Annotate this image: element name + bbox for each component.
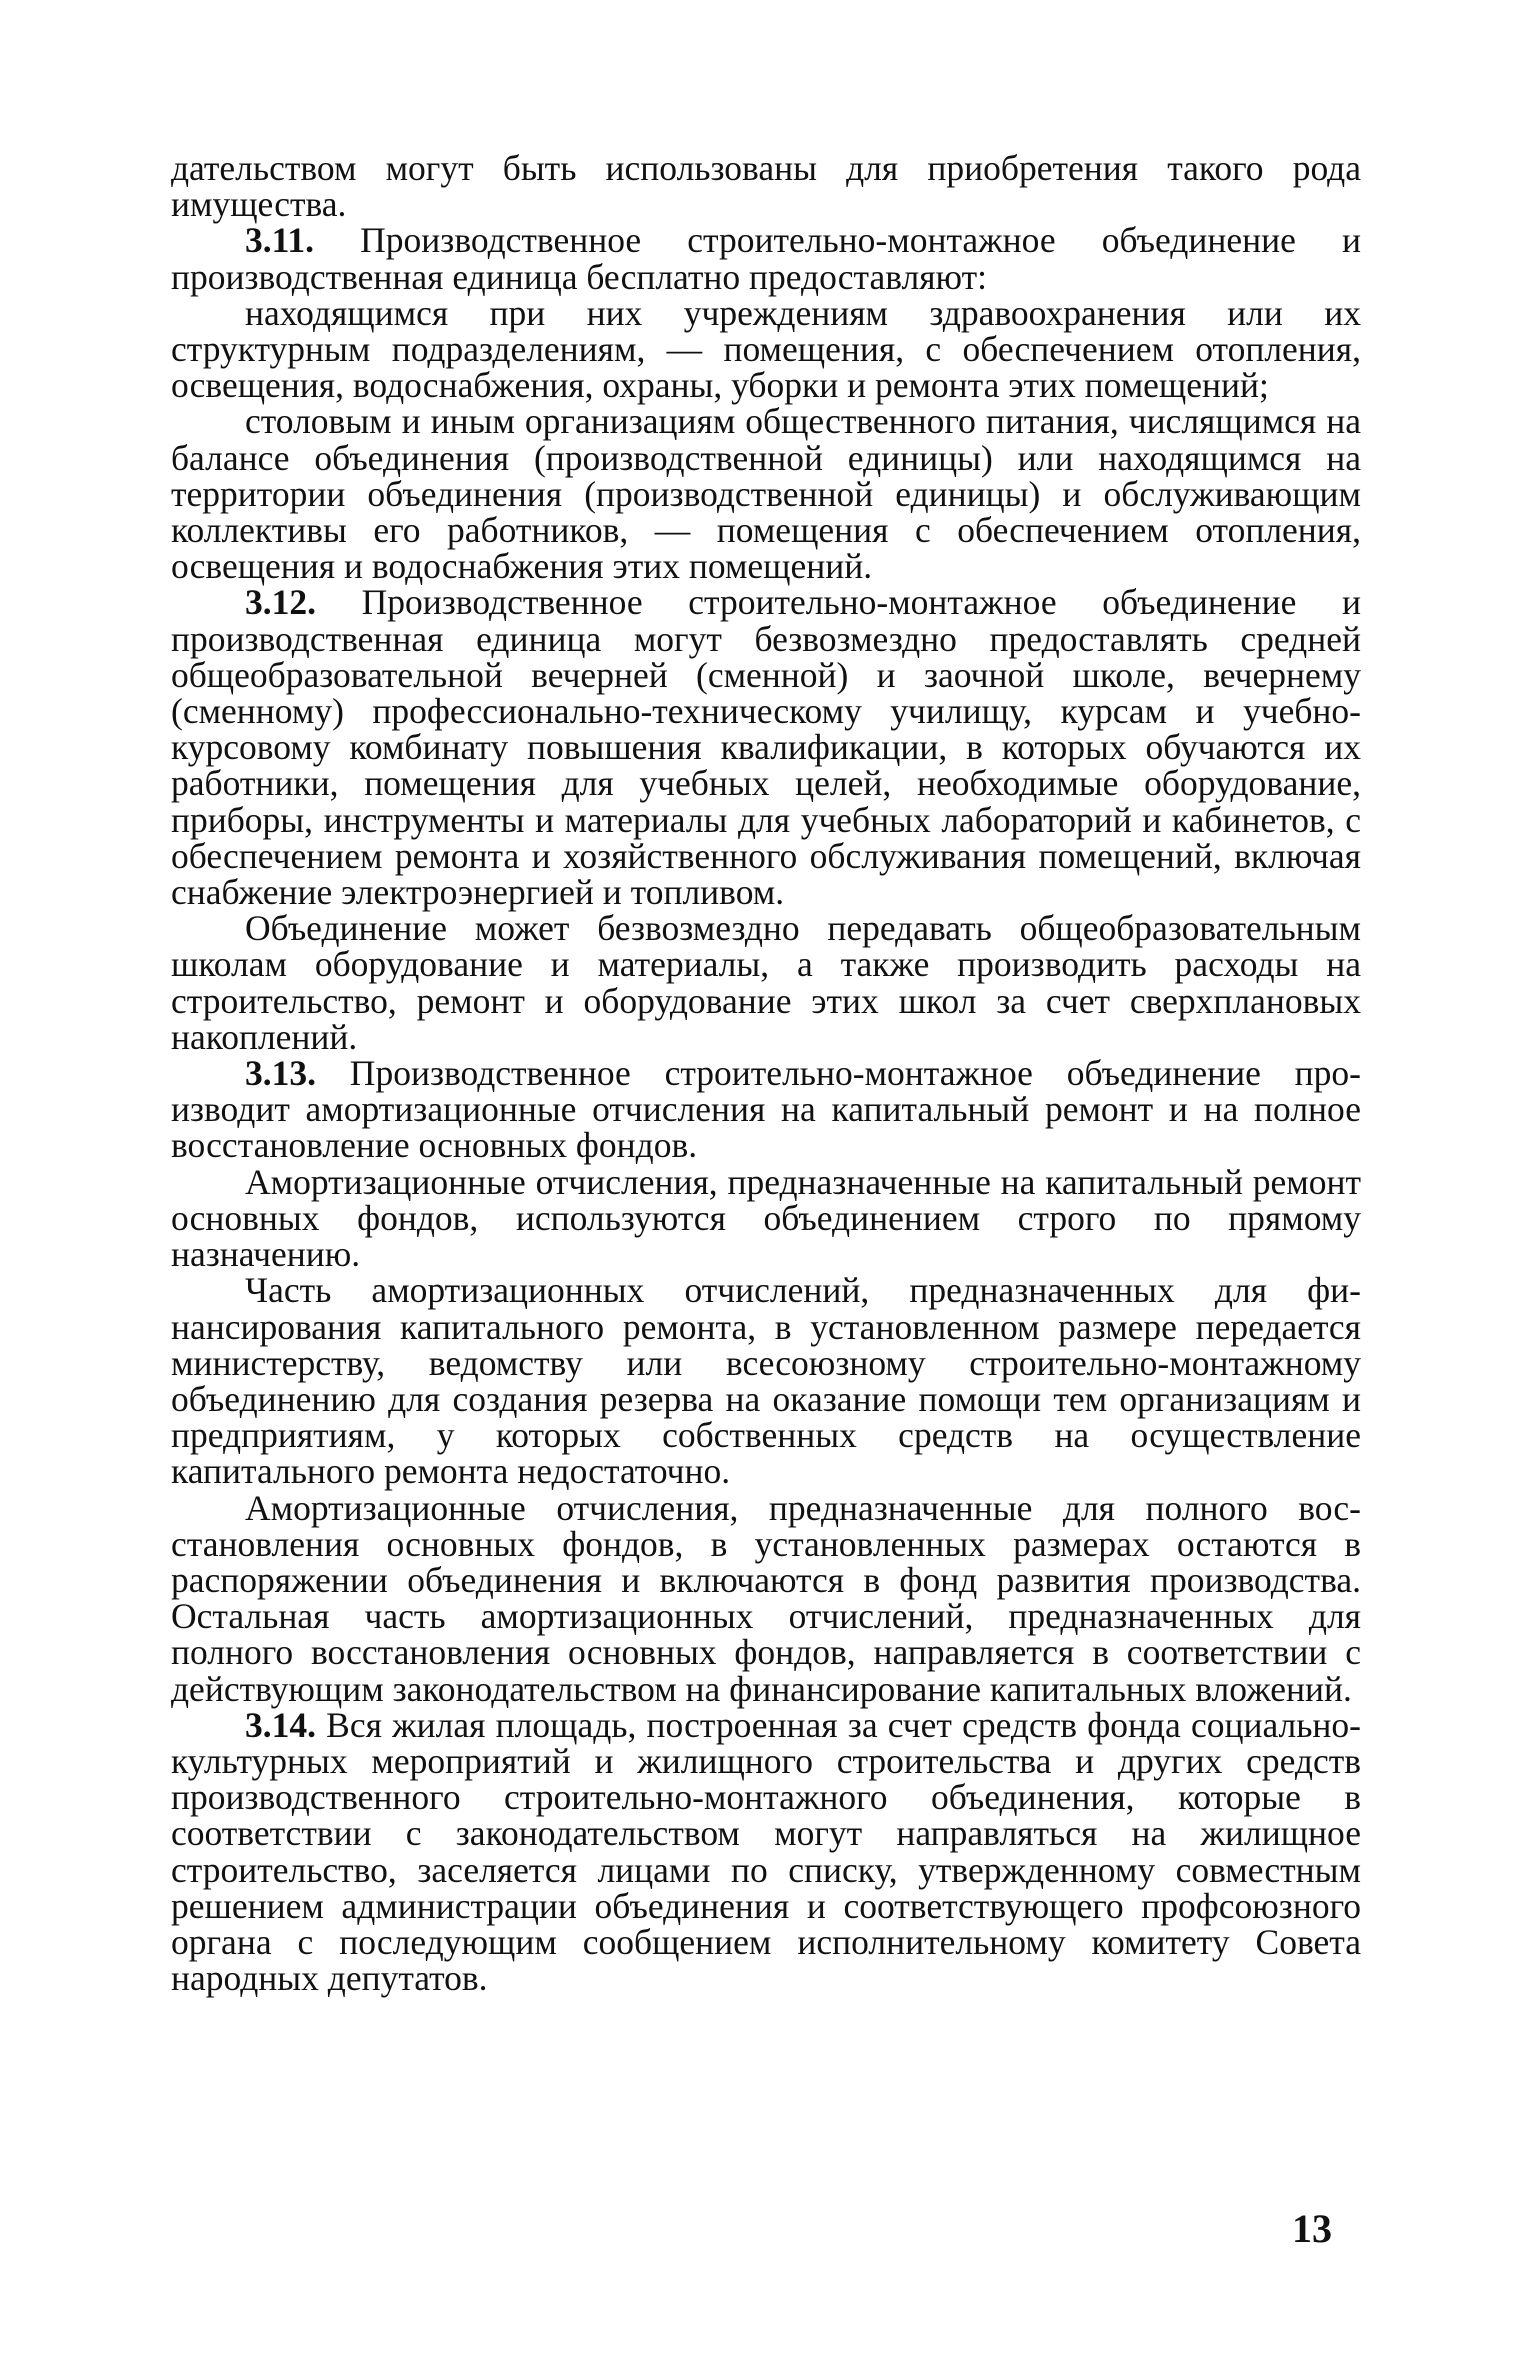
- paragraph-reserve: [171, 1270, 1361, 1492]
- page-number: 13: [1292, 2206, 1332, 2251]
- paragraph-3-11: [171, 220, 1361, 297]
- section-number: 3.13.: [245, 1053, 316, 1094]
- paragraph-text: Производственное строительно-монтажное объединение и производственная единица могут безвозмездно предоставлять средней общеобразовательной вечерней (сменной) и заочной школе, вечернему (сменному) профессионально-техническому училищу, курсам и учебно-курсовому комбинату повышения квалификации, в которых обучаются их работники, помещения для учебных целей, необходимые оборудование, приборы, инструменты и материалы для учебных лабораторий и кабинетов, с обеспечением ремонта и хозяйственного обслуживания помещений, включая снабжение электроэнергией и топливом.: [171, 582, 1361, 913]
- paragraph-schools: [171, 910, 1361, 1055]
- paragraph-3-13: [171, 1055, 1361, 1164]
- paragraph-text: Производственное строительно-монтажное объединение и производственная единица бесплатно предоставляют:: [171, 220, 1361, 297]
- paragraph-capital-repair: [171, 1161, 1361, 1275]
- paragraph-continuation: [171, 148, 1361, 225]
- paragraph-text: столовым и иным организациям общественного питания, числящимся на балансе объединения (производственной единицы) или находящимся на территории объединения (производственной единицы) и обслуживающим коллективы его работников, — помещения с обеспечением отопления, освещения и водоснабжения этих помещений.: [171, 401, 1361, 587]
- paragraph-text: Вся жилая площадь, построенная за счет средств фонда социально-культурных мероприятий и жилищного строительства и других средств производственного строительно-монтажного объединения, которые в соответствии с законодательством могут направляться на жилищное строительство, заселяется лицами по списку, утвержденному совместным решением администрации объединения и соответствующего профсоюзного органа с последующим сообщением исполнительному комитету Совета народных депутатов.: [171, 1704, 1361, 1999]
- paragraph-3-12: [171, 582, 1361, 913]
- paragraph-text: находящимся при них учреждениям здравоохранения или их структурным подразделениям, — помещения, с обеспечением отопления, освещения, водоснабжения, охраны, уборки и ремонта этих помещений;: [171, 292, 1361, 406]
- paragraph-text: Амортизационные отчисления, предназначенные на капитальный ремонт основных фондов, используются объединением строго по прямому назначению.: [171, 1161, 1361, 1275]
- paragraph-restoration: [171, 1487, 1361, 1709]
- paragraph-health-facilities: [171, 292, 1361, 406]
- section-number: 3.12.: [245, 582, 316, 623]
- section-number: 3.14.: [245, 1704, 316, 1745]
- paragraph-text: дательством могут быть использованы для приобретения такого рода имущества.: [171, 148, 1361, 225]
- paragraph-canteens: [171, 401, 1361, 587]
- document-page: [171, 150, 1361, 2230]
- paragraph-3-14: [171, 1704, 1361, 1999]
- paragraph-text: Часть амортизационных отчислений, предназначенных для финансирования капитального ремонта, в установленном размере передается министерству, ведомству или всесоюзному строительно-монтажному объединению для создания резерва на оказание помощи тем организациям и предприятиям, у которых собственных средств на осуществление капитального ремонта недостаточно.: [171, 1270, 1361, 1492]
- section-number: 3.11.: [245, 220, 315, 261]
- paragraph-text: Производственное строительно-монтажное объединение производит амортизационные отчисления на капитальный ремонт и на полное восстановление основных фондов.: [171, 1053, 1361, 1166]
- paragraph-text: Амортизационные отчисления, предназначенные для полного восстановления основных фондов, в установленных размерах остаются в распоряжении объединения и включаются в фонд развития производства. Остальная часть амортизационных отчислений, предназначенных для полного восстановления основных фондов, направляется в соответствии с действующим законодательством на финансирование капитальных вложений.: [171, 1487, 1361, 1709]
- paragraph-text: Объединение может безвозмездно передавать общеобразовательным школам оборудование и материалы, а также производить расходы на строительство, ремонт и оборудование этих школ за счет сверхплановых накоплений.: [171, 908, 1361, 1057]
